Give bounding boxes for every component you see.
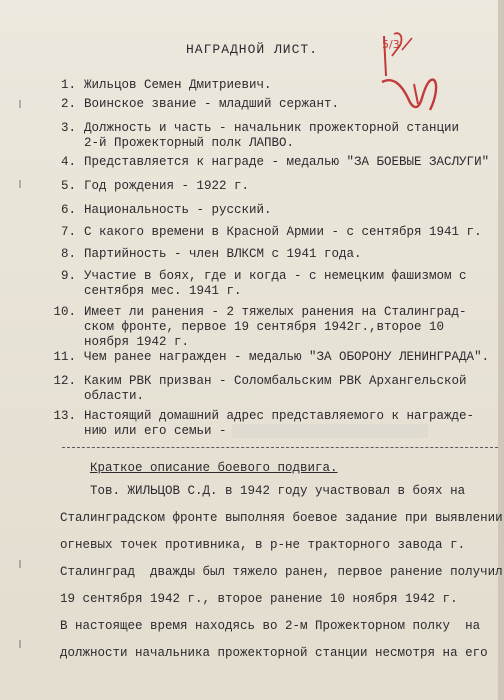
body-line-7: должности начальника прожекторной станции несмотря на его [60, 646, 488, 660]
divider-rule [62, 447, 498, 448]
body-line-2: Сталинградском фронте выполняя боевое задание при выявлении [60, 511, 503, 525]
body-line-6: В настоящее время находясь во 2-м Прожекторном полку на [60, 619, 481, 633]
stamp-number: 5/3 [382, 38, 400, 51]
body-line-4: Сталинград дважды был тяжело ранен, первое ранение получил [60, 565, 503, 579]
document-page: НАГРАДНОЙ ЛИСТ. 5/3 1. Жильцов Семен Дмитриевич. 2. Воинское звание - младший сержант. 3. Должность и часть - начальник прожекторной станции 2-й Прожекторный полк ЛАПВО. 4. Представляется к награде - медалью "ЗА БОЕВЫЕ ЗАСЛУГИ" 5. Год рождения - 1922 г. 6. Национальность - русский. 7. С какого времени в Красной Армии - с сентября 1941 г. 8. Партийность - член ВЛКСМ с 1941 года. 9. Участие в боях, где и когда - с немецким фашизмом с сентября мес. 1941 г. 10. Имеет ли ранения - 2 тяжелых ранения на Сталинград- ском фронте, первое 19 сентября 1942г.,второе 10 ноября 1942 г. 11. Чем ранее награжден - медалью "ЗА ОБОРОНУ ЛЕНИНГРАДА". 12. Каким РВК призван - Соломбальским РВК Архангельской области. 13. Настоящий домашний адрес представляемого к награжде- нию или его семьи - Краткое описание боевого подвига. Тов. ЖИЛЬЦОВ С.Д. в 1942 году участвовал в боях на Сталинградском фронте выполняя боевое задание при выявлении огневых точек противника, в р-не тракторного завода г. Сталинград дважды был тяжело ранен, первое ранение получил 19 сентября 1942 г., второе ранение 10 ноября 1942 г. В настоящее время находясь во 2-м Прожекторном полку на должности начальника прожекторной станции несмотря на его [0, 0, 504, 700]
page-edge [498, 0, 504, 700]
body-line-1: Тов. ЖИЛЬЦОВ С.Д. в 1942 году участвовал в боях на [60, 484, 466, 498]
margin-marks [16, 0, 24, 700]
body-line-3: огневых точек противника, в р-не тракторного завода г. [60, 538, 466, 552]
section-title: Краткое описание боевого подвига. [90, 461, 338, 475]
document-title: НАГРАДНОЙ ЛИСТ. [185, 42, 319, 57]
body-line-5: 19 сентября 1942 г., второе ранение 10 ноября 1942 г. [60, 592, 458, 606]
redacted-address [232, 424, 428, 438]
